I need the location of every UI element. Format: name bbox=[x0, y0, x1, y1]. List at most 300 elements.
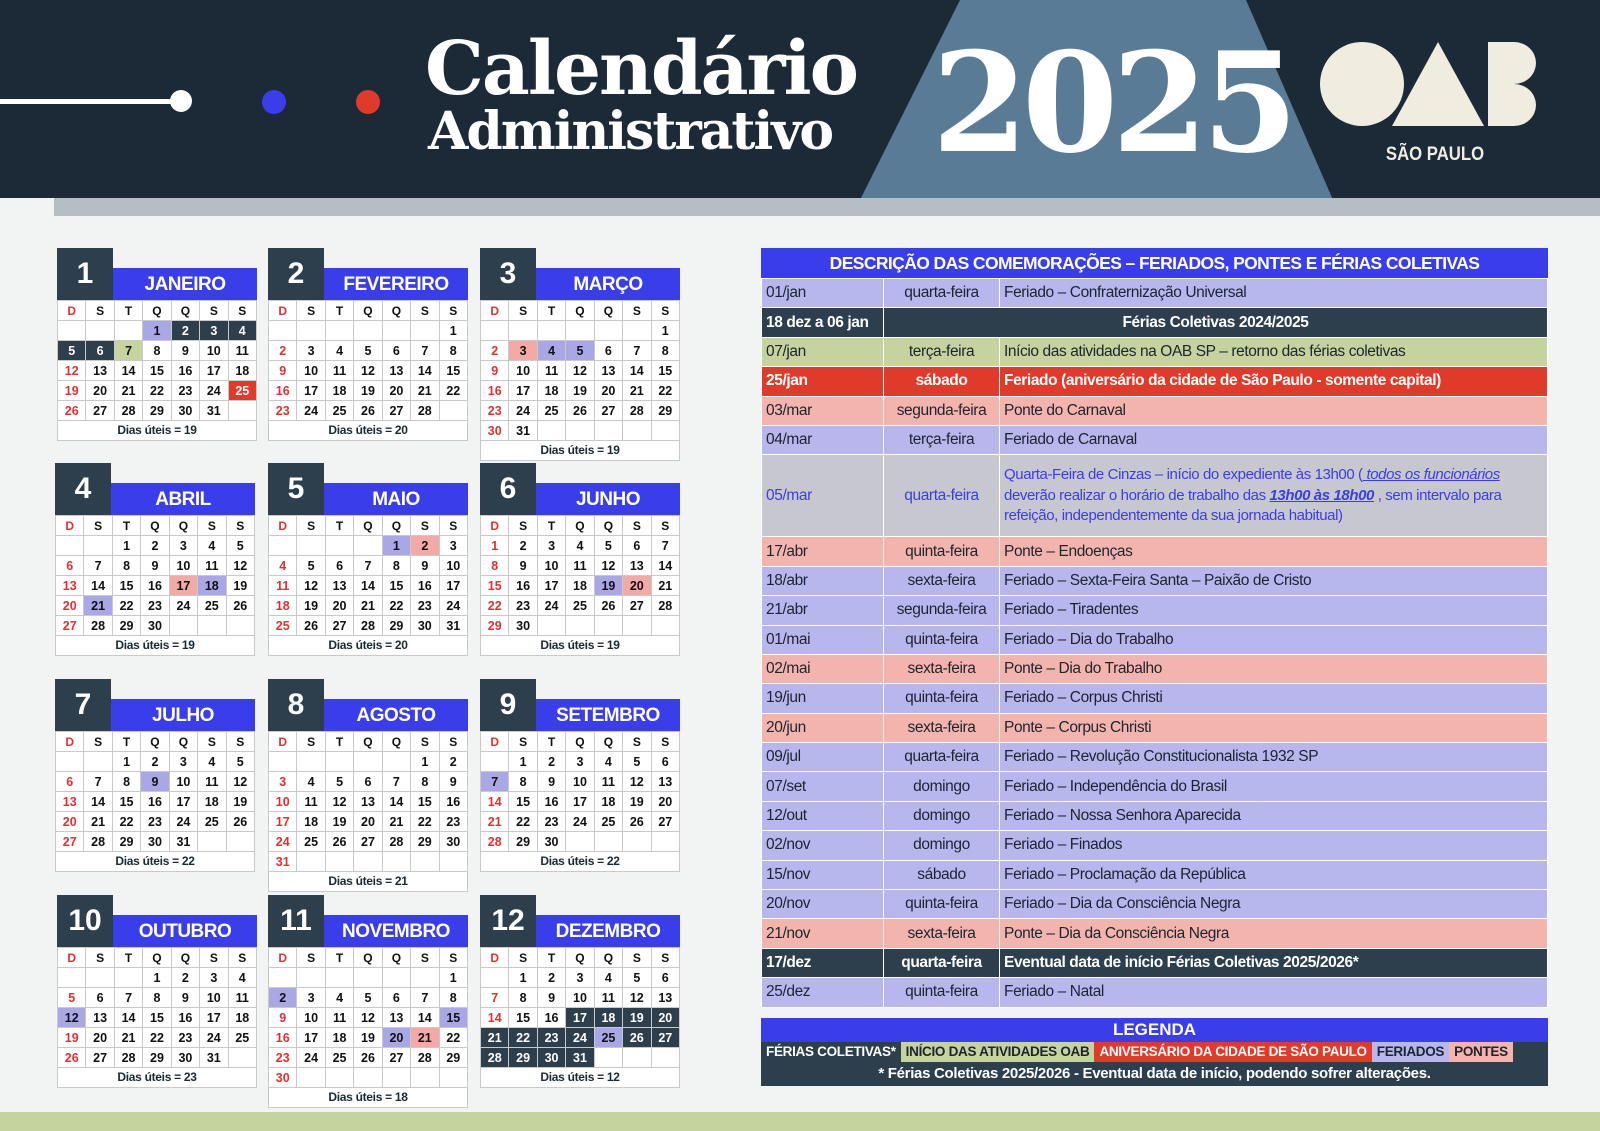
day-cell: 23 bbox=[171, 381, 199, 401]
day-cell: 3 bbox=[200, 321, 228, 341]
description-row bbox=[762, 396, 1548, 425]
day-cell: 28 bbox=[114, 1048, 142, 1068]
month-name: JANEIRO bbox=[113, 268, 257, 300]
day-cell: 2 bbox=[411, 536, 439, 556]
weekday-header: S bbox=[623, 516, 651, 536]
row-description: Feriado – Confraternização Universal bbox=[1000, 279, 1548, 308]
day-cell: 10 bbox=[169, 772, 197, 792]
day-cell: 29 bbox=[112, 832, 140, 852]
empty-day-cell bbox=[439, 852, 467, 872]
working-days-count: Dias úteis = 22 bbox=[55, 852, 255, 872]
weekday-header: Q bbox=[382, 301, 410, 321]
day-cell: 21 bbox=[651, 576, 679, 596]
month-5 bbox=[268, 463, 468, 656]
description-row bbox=[762, 978, 1548, 1007]
day-cell: 13 bbox=[623, 556, 651, 576]
month-number: 4 bbox=[55, 463, 111, 515]
empty-day-cell bbox=[56, 752, 84, 772]
day-cell: 2 bbox=[537, 752, 565, 772]
day-cell: 29 bbox=[509, 832, 537, 852]
row-date: 03/mar bbox=[762, 396, 884, 425]
day-cell: 26 bbox=[594, 596, 622, 616]
day-cell: 3 bbox=[169, 536, 197, 556]
day-cell: 28 bbox=[114, 401, 142, 421]
empty-day-cell bbox=[509, 321, 537, 341]
empty-day-cell bbox=[566, 321, 594, 341]
day-cell: 22 bbox=[411, 812, 439, 832]
day-cell: 19 bbox=[58, 1028, 86, 1048]
weekday-header: S bbox=[623, 301, 651, 321]
day-cell: 4 bbox=[325, 341, 353, 361]
weekday-header: S bbox=[297, 732, 325, 752]
day-cell: 17 bbox=[200, 1008, 228, 1028]
empty-day-cell bbox=[269, 752, 297, 772]
row-description: Feriado – Finados bbox=[1000, 831, 1548, 860]
empty-day-cell bbox=[623, 1048, 651, 1068]
empty-day-cell bbox=[58, 968, 86, 988]
day-cell: 5 bbox=[623, 968, 651, 988]
day-cell: 23 bbox=[439, 812, 467, 832]
day-cell: 4 bbox=[594, 752, 622, 772]
day-cell: 10 bbox=[439, 556, 467, 576]
weekday-header: S bbox=[439, 301, 467, 321]
day-cell: 30 bbox=[537, 1048, 565, 1068]
day-cell: 15 bbox=[382, 576, 410, 596]
day-cell: 7 bbox=[623, 341, 651, 361]
day-cell: 19 bbox=[623, 1008, 651, 1028]
empty-day-cell bbox=[114, 321, 142, 341]
day-cell: 5 bbox=[354, 988, 382, 1008]
page-title-line2: Administrativo bbox=[428, 101, 833, 162]
day-cell: 21 bbox=[114, 381, 142, 401]
day-cell: 16 bbox=[171, 361, 199, 381]
day-cell: 13 bbox=[56, 792, 84, 812]
month-name: AGOSTO bbox=[324, 699, 468, 731]
day-cell: 22 bbox=[481, 596, 509, 616]
legend-panel bbox=[761, 1018, 1548, 1086]
day-cell: 16 bbox=[269, 381, 297, 401]
row-date: 25/dez bbox=[762, 978, 884, 1007]
row-date: 17/dez bbox=[762, 948, 884, 977]
day-cell: 4 bbox=[198, 752, 226, 772]
month-days-table bbox=[480, 300, 680, 441]
month-10 bbox=[57, 895, 257, 1088]
working-days-count: Dias úteis = 12 bbox=[480, 1068, 680, 1088]
day-cell: 11 bbox=[228, 341, 256, 361]
day-cell: 8 bbox=[439, 341, 467, 361]
month-number: 10 bbox=[57, 895, 113, 947]
day-cell: 27 bbox=[56, 832, 84, 852]
empty-day-cell bbox=[297, 321, 325, 341]
row-description: Eventual data de início Férias Coletivas 2025/2026* bbox=[1000, 948, 1548, 977]
day-cell: 15 bbox=[509, 1008, 537, 1028]
row-weekday: sexta-feira bbox=[884, 654, 1000, 683]
day-cell: 26 bbox=[566, 401, 594, 421]
day-cell: 20 bbox=[325, 596, 353, 616]
day-cell: 17 bbox=[439, 576, 467, 596]
empty-day-cell bbox=[226, 616, 254, 636]
empty-day-cell bbox=[354, 1068, 382, 1088]
day-cell: 11 bbox=[594, 988, 622, 1008]
day-cell: 7 bbox=[84, 772, 112, 792]
row-description: Ponte do Carnaval bbox=[1000, 396, 1548, 425]
empty-day-cell bbox=[325, 852, 353, 872]
weekday-header: S bbox=[226, 732, 254, 752]
description-row bbox=[762, 713, 1548, 742]
weekday-header: S bbox=[623, 732, 651, 752]
day-cell: 25 bbox=[594, 812, 622, 832]
day-cell: 22 bbox=[439, 381, 467, 401]
row-description: Feriado – Dia da Consciência Negra bbox=[1000, 890, 1548, 919]
weekday-header: S bbox=[439, 732, 467, 752]
day-cell: 18 bbox=[269, 596, 297, 616]
empty-day-cell bbox=[411, 321, 439, 341]
day-cell: 25 bbox=[566, 596, 594, 616]
day-cell: 9 bbox=[509, 556, 537, 576]
day-cell: 22 bbox=[112, 812, 140, 832]
empty-day-cell bbox=[297, 536, 325, 556]
row-weekday: segunda-feira bbox=[884, 596, 1000, 625]
empty-day-cell bbox=[439, 1068, 467, 1088]
day-cell: 22 bbox=[382, 596, 410, 616]
day-cell: 20 bbox=[56, 812, 84, 832]
empty-day-cell bbox=[566, 616, 594, 636]
weekday-header: S bbox=[509, 732, 537, 752]
month-name: JUNHO bbox=[536, 483, 680, 515]
month-number: 12 bbox=[480, 895, 536, 947]
day-cell: 12 bbox=[325, 792, 353, 812]
description-row bbox=[762, 367, 1548, 396]
day-cell: 25 bbox=[325, 401, 353, 421]
row-description: Feriado – Independência do Brasil bbox=[1000, 772, 1548, 801]
month-header bbox=[57, 895, 257, 947]
day-cell: 3 bbox=[439, 536, 467, 556]
day-cell: 11 bbox=[325, 1008, 353, 1028]
day-cell: 26 bbox=[354, 1048, 382, 1068]
empty-day-cell bbox=[86, 321, 114, 341]
day-cell: 16 bbox=[481, 381, 509, 401]
working-days-count: Dias úteis = 20 bbox=[268, 636, 468, 656]
row-weekday: sexta-feira bbox=[884, 713, 1000, 742]
row-date: 01/jan bbox=[762, 279, 884, 308]
month-name: NOVEMBRO bbox=[324, 915, 468, 947]
day-cell: 15 bbox=[651, 361, 679, 381]
description-row bbox=[762, 455, 1548, 537]
day-cell: 28 bbox=[623, 401, 651, 421]
weekday-header: S bbox=[439, 948, 467, 968]
day-cell: 10 bbox=[509, 361, 537, 381]
month-name: OUTUBRO bbox=[113, 915, 257, 947]
month-9 bbox=[480, 679, 680, 872]
day-cell: 5 bbox=[354, 341, 382, 361]
empty-day-cell bbox=[354, 852, 382, 872]
day-cell: 1 bbox=[509, 968, 537, 988]
day-cell: 24 bbox=[200, 381, 228, 401]
weekday-header: Q bbox=[354, 948, 382, 968]
row-date: 17/abr bbox=[762, 537, 884, 566]
weekday-header: S bbox=[651, 732, 679, 752]
weekday-header: S bbox=[297, 516, 325, 536]
empty-day-cell bbox=[566, 421, 594, 441]
day-cell: 29 bbox=[143, 1048, 171, 1068]
month-days-table bbox=[268, 515, 468, 636]
weekday-header: S bbox=[411, 948, 439, 968]
day-cell: 21 bbox=[481, 1028, 509, 1048]
day-cell: 21 bbox=[382, 812, 410, 832]
row-weekday: quarta-feira bbox=[884, 455, 1000, 537]
day-cell: 15 bbox=[143, 361, 171, 381]
day-cell: 1 bbox=[509, 752, 537, 772]
day-cell: 27 bbox=[382, 1048, 410, 1068]
month-1 bbox=[57, 248, 257, 441]
row-weekday: quinta-feira bbox=[884, 890, 1000, 919]
row-date: 02/nov bbox=[762, 831, 884, 860]
day-cell: 4 bbox=[228, 321, 256, 341]
month-12 bbox=[480, 895, 680, 1088]
month-name: MARÇO bbox=[536, 268, 680, 300]
day-cell: 1 bbox=[112, 536, 140, 556]
weekday-header: S bbox=[411, 301, 439, 321]
day-cell: 23 bbox=[481, 401, 509, 421]
description-row bbox=[762, 566, 1548, 595]
weekday-header: S bbox=[200, 948, 228, 968]
row-date: 01/mai bbox=[762, 625, 884, 654]
day-cell: 7 bbox=[651, 536, 679, 556]
day-cell: 17 bbox=[566, 1008, 594, 1028]
day-cell: 21 bbox=[411, 381, 439, 401]
day-cell: 2 bbox=[481, 341, 509, 361]
row-weekday: domingo bbox=[884, 831, 1000, 860]
day-cell: 19 bbox=[325, 812, 353, 832]
day-cell: 14 bbox=[411, 361, 439, 381]
day-cell: 30 bbox=[509, 616, 537, 636]
month-number: 11 bbox=[268, 895, 324, 947]
month-days-table bbox=[480, 515, 680, 636]
empty-day-cell bbox=[297, 852, 325, 872]
day-cell: 12 bbox=[297, 576, 325, 596]
weekday-header: Q bbox=[566, 301, 594, 321]
weekday-header: T bbox=[325, 516, 353, 536]
weekday-header: S bbox=[509, 301, 537, 321]
day-cell: 29 bbox=[481, 616, 509, 636]
day-cell: 17 bbox=[537, 576, 565, 596]
empty-day-cell bbox=[354, 321, 382, 341]
day-cell: 13 bbox=[594, 361, 622, 381]
day-cell: 30 bbox=[269, 1068, 297, 1088]
working-days-count: Dias úteis = 18 bbox=[268, 1088, 468, 1108]
description-row bbox=[762, 308, 1548, 337]
header-shadow-bar bbox=[54, 198, 1600, 216]
day-cell: 6 bbox=[325, 556, 353, 576]
day-cell: 17 bbox=[509, 381, 537, 401]
day-cell: 12 bbox=[226, 556, 254, 576]
day-cell: 12 bbox=[58, 1008, 86, 1028]
weekday-header: S bbox=[86, 948, 114, 968]
day-cell: 14 bbox=[114, 361, 142, 381]
weekday-header: Q bbox=[171, 948, 199, 968]
month-header bbox=[268, 248, 468, 300]
row-date: 18 dez a 06 jan bbox=[762, 308, 884, 337]
day-cell: 6 bbox=[382, 988, 410, 1008]
day-cell: 29 bbox=[509, 1048, 537, 1068]
blue-dot-icon bbox=[262, 90, 286, 114]
day-cell: 20 bbox=[86, 381, 114, 401]
month-days-table bbox=[268, 300, 468, 421]
weekday-header: Q bbox=[382, 948, 410, 968]
day-cell: 23 bbox=[141, 812, 169, 832]
day-cell: 19 bbox=[566, 381, 594, 401]
day-cell: 5 bbox=[226, 536, 254, 556]
description-row bbox=[762, 684, 1548, 713]
footer-bar bbox=[0, 1112, 1600, 1131]
day-cell: 18 bbox=[325, 1028, 353, 1048]
empty-day-cell bbox=[228, 401, 256, 421]
day-cell: 7 bbox=[411, 988, 439, 1008]
weekday-header: Q bbox=[354, 732, 382, 752]
day-cell: 25 bbox=[325, 1048, 353, 1068]
day-cell: 18 bbox=[537, 381, 565, 401]
day-cell: 1 bbox=[481, 536, 509, 556]
description-row bbox=[762, 919, 1548, 948]
day-cell: 25 bbox=[198, 596, 226, 616]
day-cell: 3 bbox=[200, 968, 228, 988]
day-cell: 2 bbox=[269, 341, 297, 361]
day-cell: 11 bbox=[198, 772, 226, 792]
description-row bbox=[762, 625, 1548, 654]
working-days-count: Dias úteis = 20 bbox=[268, 421, 468, 441]
day-cell: 9 bbox=[481, 361, 509, 381]
day-cell: 6 bbox=[594, 341, 622, 361]
day-cell: 15 bbox=[509, 792, 537, 812]
day-cell: 22 bbox=[439, 1028, 467, 1048]
empty-day-cell bbox=[84, 752, 112, 772]
row-description: Feriado – Natal bbox=[1000, 978, 1548, 1007]
description-row bbox=[762, 831, 1548, 860]
day-cell: 12 bbox=[623, 988, 651, 1008]
empty-day-cell bbox=[354, 968, 382, 988]
day-cell: 31 bbox=[439, 616, 467, 636]
day-cell: 4 bbox=[594, 968, 622, 988]
month-7 bbox=[55, 679, 255, 872]
empty-day-cell bbox=[651, 1048, 679, 1068]
row-weekday: quarta-feira bbox=[884, 948, 1000, 977]
day-cell: 13 bbox=[651, 988, 679, 1008]
weekday-header: Q bbox=[169, 732, 197, 752]
day-cell: 6 bbox=[56, 772, 84, 792]
day-cell: 16 bbox=[411, 576, 439, 596]
day-cell: 24 bbox=[509, 401, 537, 421]
day-cell: 3 bbox=[509, 341, 537, 361]
day-cell: 19 bbox=[226, 576, 254, 596]
empty-day-cell bbox=[594, 421, 622, 441]
day-cell: 1 bbox=[439, 968, 467, 988]
day-cell: 27 bbox=[86, 401, 114, 421]
day-cell: 11 bbox=[269, 576, 297, 596]
day-cell: 28 bbox=[382, 832, 410, 852]
day-cell: 21 bbox=[623, 381, 651, 401]
month-header bbox=[268, 895, 468, 947]
weekday-header: S bbox=[228, 948, 256, 968]
day-cell: 31 bbox=[509, 421, 537, 441]
day-cell: 15 bbox=[439, 361, 467, 381]
day-cell: 24 bbox=[269, 832, 297, 852]
day-cell: 21 bbox=[354, 596, 382, 616]
day-cell: 1 bbox=[112, 752, 140, 772]
day-cell: 15 bbox=[481, 576, 509, 596]
month-2 bbox=[268, 248, 468, 441]
row-date: 21/nov bbox=[762, 919, 884, 948]
empty-day-cell bbox=[651, 616, 679, 636]
weekday-header: T bbox=[537, 732, 565, 752]
month-header bbox=[480, 463, 680, 515]
day-cell: 4 bbox=[325, 988, 353, 1008]
day-cell: 12 bbox=[566, 361, 594, 381]
month-3 bbox=[480, 248, 680, 461]
row-description: Férias Coletivas 2024/2025 bbox=[884, 308, 1548, 337]
row-date: 25/jan bbox=[762, 367, 884, 396]
row-weekday: domingo bbox=[884, 772, 1000, 801]
day-cell: 14 bbox=[481, 1008, 509, 1028]
empty-day-cell bbox=[325, 968, 353, 988]
day-cell: 16 bbox=[537, 1008, 565, 1028]
description-row bbox=[762, 425, 1548, 454]
month-6 bbox=[480, 463, 680, 656]
day-cell: 13 bbox=[325, 576, 353, 596]
day-cell: 6 bbox=[354, 772, 382, 792]
empty-day-cell bbox=[594, 321, 622, 341]
day-cell: 26 bbox=[325, 832, 353, 852]
weekday-header: Q bbox=[141, 516, 169, 536]
day-cell: 9 bbox=[269, 361, 297, 381]
day-cell: 7 bbox=[481, 772, 509, 792]
row-weekday: sábado bbox=[884, 860, 1000, 889]
day-cell: 6 bbox=[623, 536, 651, 556]
day-cell: 6 bbox=[651, 752, 679, 772]
day-cell: 14 bbox=[354, 576, 382, 596]
day-cell: 21 bbox=[84, 812, 112, 832]
month-header bbox=[268, 679, 468, 731]
day-cell: 13 bbox=[382, 361, 410, 381]
cinzas-text-part5: , sem intervalo para refeição, independentemente da sua jornada habitual) bbox=[1004, 486, 1502, 524]
cinzas-text-part1: Quarta-Feira de Cinzas – início do expediente às 13h00 ( bbox=[1004, 466, 1363, 484]
day-cell: 7 bbox=[84, 556, 112, 576]
day-cell: 26 bbox=[623, 812, 651, 832]
weekday-header: S bbox=[228, 301, 256, 321]
day-cell: 22 bbox=[143, 1028, 171, 1048]
month-number: 7 bbox=[55, 679, 111, 731]
row-description: Feriado – Proclamação da República bbox=[1000, 860, 1548, 889]
weekday-header: D bbox=[269, 948, 297, 968]
day-cell: 27 bbox=[382, 401, 410, 421]
weekday-header: Q bbox=[566, 732, 594, 752]
day-cell: 21 bbox=[84, 596, 112, 616]
day-cell: 5 bbox=[297, 556, 325, 576]
day-cell: 7 bbox=[481, 988, 509, 1008]
day-cell: 7 bbox=[114, 988, 142, 1008]
legend-note: * Férias Coletivas 2025/2026 - Eventual data de início, podendo sofrer alterações. bbox=[761, 1062, 1548, 1086]
day-cell: 26 bbox=[226, 812, 254, 832]
day-cell: 18 bbox=[198, 576, 226, 596]
description-row bbox=[762, 743, 1548, 772]
day-cell: 4 bbox=[537, 341, 565, 361]
weekday-header: S bbox=[411, 516, 439, 536]
weekday-header: D bbox=[56, 516, 84, 536]
day-cell: 8 bbox=[439, 988, 467, 1008]
day-cell: 5 bbox=[58, 341, 86, 361]
month-days-table bbox=[480, 731, 680, 852]
day-cell: 18 bbox=[566, 576, 594, 596]
day-cell: 4 bbox=[198, 536, 226, 556]
